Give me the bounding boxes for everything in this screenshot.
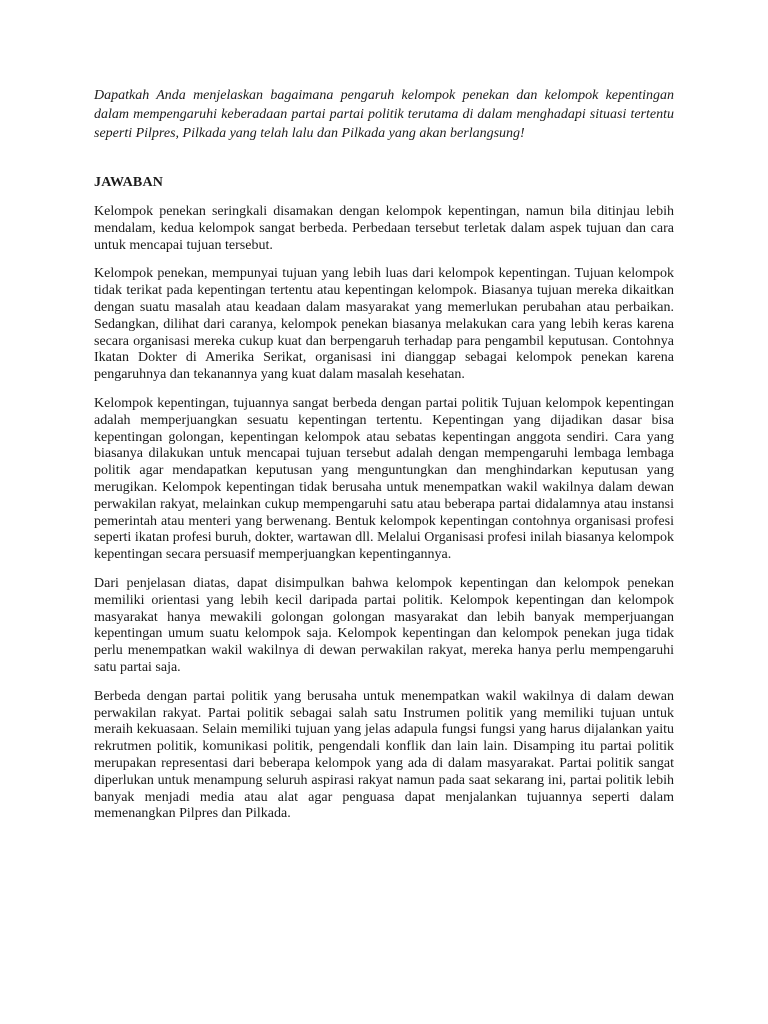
paragraph-4: Dari penjelasan diatas, dapat disimpulkan bahwa kelompok kepentingan dan kelompok penekan memiliki orientasi yang lebih kecil daripada partai politik. Kelompok kepentingan dan kelompok masyarakat hanya mewakili golongan golongan masyarakat dan lebih banyak memperjuangan kepentingan umum suatu kelompok saja. Kelompok kepentingan dan kelompok penekan juga tidak perlu menempatkan wakil wakilnya di dewan perwakilan rakyat, mereka hanya perlu mempengaruhi satu partai saja. xyxy=(94,575,674,675)
question-text: Dapatkah Anda menjelaskan bagaimana pengaruh kelompok penekan dan kelompok kepentingan dalam mempengaruhi keberadaan partai partai politik terutama di dalam menghadapi situasi tertentu seperti Pilpres, Pilkada yang telah lalu dan Pilkada yang akan berlangsung! xyxy=(94,88,674,141)
paragraph-1: Kelompok penekan seringkali disamakan dengan kelompok kepentingan, namun bila ditinjau lebih mendalam, kedua kelompok sangat berbeda. Perbedaan tersebut terletak dalam aspek tujuan dan cara untuk mencapai tujuan tersebut. xyxy=(94,204,674,253)
paragraph-3: Kelompok kepentingan, tujuannya sangat berbeda dengan partai politik Tujuan kelompok kepentingan adalah memperjuangkan sesuatu kepentingan tertentu. Kepentingan yang dijadikan dasar bisa kepentingan golongan, kepentingan kelompok atau sebatas kepentingan anggota sendiri. Cara yang biasanya dilakukan untuk mencapai tujuan tersebut adalah dengan mempengaruhi lembaga lembaga politik agar mendapatkan keputusan yang menguntungkan dan menghindarkan keputusan yang merugikan. Kelompok kepentingan tidak berusaha untuk menempatkan wakil wakilnya dalam dewan perwakilan rakyat, melainkan cukup mempengaruhi satu atau beberapa partai didalamnya atau instansi pemerintah atau menteri yang berwenang. Bentuk kelompok kepentingan contohnya organisasi profesi seperti ikatan profesi buruh, dokter, wartawan dll. Melalui Organisasi profesi inilah biasanya kelompok kepentingan secara persuasif memperjuangkan kepentingannya. xyxy=(94,395,674,563)
paragraph-2: Kelompok penekan, mempunyai tujuan yang lebih luas dari kelompok kepentingan. Tujuan kelompok tidak terikat pada kepentingan tertentu atau kepentingan kelompok. Biasanya tujuan mereka dikaitkan dengan suatu masalah atau keadaan dalam masyarakat yang memerlukan perubahan atau perbaikan. Sedangkan, dilihat dari caranya, kelompok penekan biasanya melakukan cara yang lebih keras karena secara organisasi mereka cukup kuat dan berpengaruh terhadap para pengambil keputusan. Contohnya Ikatan Dokter di Amerika Serikat, organisasi ini dianggap sebagai kelompok penekan karena pengaruhnya dan tekanannya yang kuat dalam masalah kesehatan. xyxy=(94,266,674,383)
paragraph-5: Berbeda dengan partai politik yang berusaha untuk menempatkan wakil wakilnya di dalam dewan perwakilan rakyat. Partai politik sebagai salah satu Instrumen politik yang memiliki tujuan untuk meraih kekuasaan. Selain memiliki tujuan yang jelas adapula fungsi fungsi yang harus dijalankan yaitu rekrutmen politik, komunikasi politik, pengendali konflik dan lain lain. Disamping itu partai politik merupakan representasi dari beberapa kelompok yang ada di dalam masyarakat. Partai politik sangat diperlukan untuk menampung seluruh aspirasi rakyat namun pada saat sekarang ini, partai politik lebih banyak menjadi media atau alat agar penguasa dapat menjalankan tujuannya seperti dalam memenangkan Pilpres dan Pilkada. xyxy=(94,688,674,822)
answer-heading: JAWABAN xyxy=(94,175,164,190)
